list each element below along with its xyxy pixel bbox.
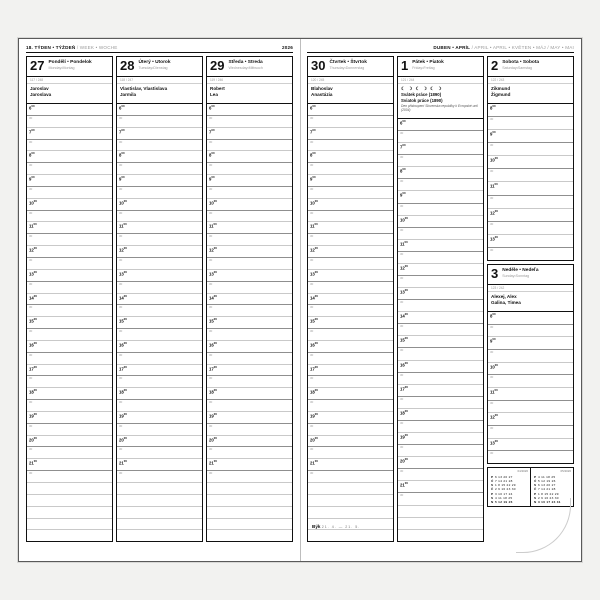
mini-cal-dates: 1 8 15 22 29 <box>495 483 516 488</box>
mini-cal-dates: 5 12 19 26 <box>495 499 513 504</box>
day-box-sunday[interactable] <box>487 264 574 464</box>
name-day-cs: Blahoslav <box>311 86 333 91</box>
mini-cal-dates: 2 9 16 23 30 <box>495 487 516 492</box>
mini-cal-dates: 3 10 17 24 31 <box>538 499 561 504</box>
mini-calendar-title: 05/2026 <box>560 469 571 473</box>
day-name-en: Saturday•Samstag <box>502 65 533 70</box>
day-name-block <box>228 59 262 70</box>
day-name-cs: Pátek • Piatok <box>412 60 444 65</box>
mini-cal-daycode: P <box>491 474 494 479</box>
day-name-block <box>502 267 538 278</box>
mini-cal-daycode: Ú <box>534 479 537 484</box>
holiday-note: Den přistoupení Slovenska republiky k Evropské unii (2004) <box>401 103 478 113</box>
holiday-sk: Sviatok práce (1890) <box>401 98 443 104</box>
right-day-columns <box>307 56 574 542</box>
name-day <box>27 84 112 104</box>
day-name-block <box>502 59 539 70</box>
left-page-header <box>26 45 293 53</box>
name-day-sk: Galina, Timea <box>491 300 521 306</box>
day-ordinal: 121 / 244 <box>398 77 483 84</box>
day-column-29 <box>206 56 293 542</box>
day-ordinal: 118 / 247 <box>117 77 202 84</box>
day-ordinal: 120 / 245 <box>308 77 393 84</box>
mini-cal-daycode: S <box>534 483 537 488</box>
day-box[interactable] <box>116 56 203 542</box>
mini-cal-dates: 4 11 18 25 <box>538 474 556 479</box>
day-ordinal: 122 / 243 <box>488 77 573 84</box>
name-day-sk: Jarmila <box>120 92 137 98</box>
name-day <box>117 84 202 104</box>
name-day <box>488 292 573 312</box>
left-page <box>19 39 300 561</box>
day-number: 2 <box>491 58 499 73</box>
day-name-en: Sunday•Sonntag <box>502 273 530 278</box>
right-page-header <box>307 45 574 53</box>
day-header <box>488 57 573 77</box>
day-name-en: Monday•Montag <box>48 65 75 70</box>
week-number: 18. TÝDEN • TÝŽDEŇ <box>26 45 76 50</box>
day-box[interactable] <box>397 56 484 542</box>
mini-cal-dates: 2 9 16 23 30 <box>538 495 559 500</box>
day-name-block <box>48 59 91 70</box>
day-name-cs: Neděle • Nedeľa <box>502 268 539 273</box>
zodiac-name: Býk <box>312 524 321 529</box>
day-name-en: Thursday•Donnerstag <box>329 65 365 70</box>
day-number: 27 <box>30 58 45 73</box>
day-number: 1 <box>401 58 409 73</box>
zodiac-block <box>310 522 360 529</box>
mini-cal-daycode: N <box>534 499 537 504</box>
day-name-cs: Sobota • Sobota <box>502 60 540 65</box>
day-header <box>398 57 483 77</box>
day-box[interactable] <box>206 56 293 542</box>
day-number: 28 <box>120 58 135 73</box>
name-day-cs: Vlastislav, Vlastislava <box>120 86 168 91</box>
day-name-block <box>412 59 444 70</box>
left-day-columns <box>26 56 293 542</box>
name-day <box>488 84 573 104</box>
hour-grid[interactable]: $6^{00}$ 30 $7^{00}$ 30 $8^{00}$ 30 $9^{00}$ 30 $10^{00}$ 30 $11^{00}$ 30 $12^{00}$ 30 $13^{00}$ 30 $14^{00}$ 30 $15^{00}$ 30 $16^{00}$ 30 $17^{00}$ 30 $18^{00}$ 30 $19^{00}$ 30 $20^{00}$ 30 $21^{00}$ 30 <box>207 104 292 541</box>
day-column-28 <box>116 56 203 542</box>
name-day <box>207 84 292 104</box>
mini-cal-dates: 7 14 21 28 <box>538 487 556 492</box>
mini-cal-dates: 1 8 15 22 29 <box>538 491 559 496</box>
name-day-sk: Žigmund <box>491 92 511 98</box>
holiday-block <box>398 84 483 119</box>
right-page <box>300 39 581 561</box>
year-label: 2026 <box>281 45 293 50</box>
mini-cal-dates: 4 11 18 25 <box>495 495 513 500</box>
day-number: 3 <box>491 266 499 281</box>
day-number: 29 <box>210 58 225 73</box>
mini-cal-daycode: S <box>491 483 494 488</box>
moon-phase-icons: ☾ ☽ ☾ ☽ ☾ ☽ <box>401 86 443 91</box>
name-day-sk: Anastázia <box>311 92 333 98</box>
mini-cal-daycode: Ú <box>491 479 494 484</box>
mini-calendar-title: 04/2026 <box>517 469 528 473</box>
mini-cal-daycode: P <box>534 474 537 479</box>
mini-cal-daycode: P <box>491 491 494 496</box>
day-name-block <box>138 59 170 70</box>
name-day-cs: Robert <box>210 86 225 91</box>
day-name-en: Tuesday•Dienstag <box>138 65 168 70</box>
mini-cal-daycode: P <box>534 491 537 496</box>
mini-cal-dates: 6 13 20 27 <box>538 483 556 488</box>
month-label-langs: / APRIL • APRIL • KVĚTEN • MÁJ / MAY • MAI <box>471 45 574 50</box>
mini-cal-daycode: S <box>534 495 537 500</box>
day-name-cs: Pondělí • Pondelok <box>48 60 92 65</box>
day-ordinal: 119 / 246 <box>207 77 292 84</box>
mini-cal-daycode: Č <box>491 487 494 492</box>
planner-spread <box>18 38 582 562</box>
mini-cal-dates: 7 14 21 28 <box>495 479 513 484</box>
mini-cal-daycode: N <box>491 499 494 504</box>
mini-cal-dates: 3 10 17 24 <box>495 491 513 496</box>
mini-cal-dates: 6 13 20 27 <box>495 474 513 479</box>
day-name-en: Wednesday•Mittwoch <box>228 65 263 70</box>
mini-cal-dates: 5 12 19 26 <box>538 479 556 484</box>
hour-grid[interactable]: $6^{00}$ 30 $7^{00}$ 30 $8^{00}$ 30 $9^{00}$ 30 $10^{00}$ 30 $11^{00}$ 30 $12^{00}$ 30 $13^{00}$ 30 $14^{00}$ 30 $15^{00}$ 30 $16^{00}$ 30 $17^{00}$ 30 $18^{00}$ 30 $19^{00}$ 30 $20^{00}$ 30 $21^{00}$ 30 <box>27 104 112 541</box>
day-name-en: Friday•Freitag <box>412 65 435 70</box>
day-header <box>117 57 202 77</box>
name-day-sk: Jaroslava <box>30 92 52 98</box>
day-name-block <box>329 59 366 70</box>
day-column-1 <box>397 56 484 542</box>
month-label: DUBEN • APRÍL <box>433 45 471 50</box>
name-day <box>308 84 393 104</box>
hour-grid[interactable]: $8^{00}$ 30 $9^{00}$ 30 $10^{00}$ 30 $11^{00}$ 30 $12^{00}$ 30 $13^{00}$ 30 <box>488 104 573 260</box>
mini-cal-daycode: S <box>491 495 494 500</box>
day-header <box>308 57 393 77</box>
day-header <box>27 57 112 77</box>
day-ordinal: 117 / 248 <box>27 77 112 84</box>
name-day-cs: Jaroslav <box>30 86 49 91</box>
day-column-30 <box>307 56 394 542</box>
name-day-cs: Alexej, Alex <box>491 294 517 299</box>
day-name-cs: Úterý • Utorok <box>138 60 171 65</box>
day-name-cs: Čtvrtek • Štvrtok <box>329 60 367 65</box>
holiday-cs: Svátek práce (1890) <box>401 92 442 98</box>
day-column-weekend <box>487 56 574 542</box>
day-name-cs: Středa • Streda <box>228 60 263 65</box>
week-number-langs: / WEEK • WOCHE <box>76 45 118 50</box>
mini-cal-daycode: Č <box>534 487 537 492</box>
day-header <box>488 265 573 285</box>
hour-grid[interactable]: $6^{00}$ 30 $7^{00}$ 30 $8^{00}$ 30 $9^{00}$ 30 $10^{00}$ 30 $11^{00}$ 30 $12^{00}$ 30 $13^{00}$ 30 $14^{00}$ 30 $15^{00}$ 30 $16^{00}$ 30 $17^{00}$ 30 $18^{00}$ 30 $19^{00}$ 30 $20^{00}$ 30 $21^{00}$ 30 <box>117 104 202 541</box>
day-box[interactable] <box>307 56 394 542</box>
hour-grid[interactable]: $8^{00}$ 30 $9^{00}$ 30 $10^{00}$ 30 $11^{00}$ 30 $12^{00}$ 30 $13^{00}$ 30 <box>488 312 573 463</box>
day-box[interactable] <box>26 56 113 542</box>
day-ordinal: 123 / 242 <box>488 285 573 292</box>
zodiac-range: 21. 4. — 21. 5. <box>321 525 361 529</box>
hour-grid[interactable]: $6^{00}$ 30 $7^{00}$ 30 $8^{00}$ 30 $9^{00}$ 30 $10^{00}$ 30 $11^{00}$ 30 $12^{00}$ 30 $13^{00}$ 30 $14^{00}$ 30 $15^{00}$ 30 $16^{00}$ 30 $17^{00}$ 30 $18^{00}$ 30 $19^{00}$ 30 $20^{00}$ 30 $21^{00}$ 30 <box>398 119 483 541</box>
hour-grid[interactable]: $6^{00}$ 30 $7^{00}$ 30 $8^{00}$ 30 $9^{00}$ 30 $10^{00}$ 30 $11^{00}$ 30 $12^{00}$ 30 $13^{00}$ 30 $14^{00}$ 30 $15^{00}$ 30 $16^{00}$ 30 $17^{00}$ 30 $18^{00}$ 30 $19^{00}$ 30 $20^{00}$ 30 $21^{00}$ 30 <box>308 104 393 541</box>
day-box[interactable] <box>487 56 574 261</box>
name-day-cs: Zikmund <box>491 86 511 91</box>
day-column-27 <box>26 56 113 542</box>
day-number: 30 <box>311 58 326 73</box>
day-header <box>207 57 292 77</box>
name-day-sk: Lea <box>210 92 218 98</box>
